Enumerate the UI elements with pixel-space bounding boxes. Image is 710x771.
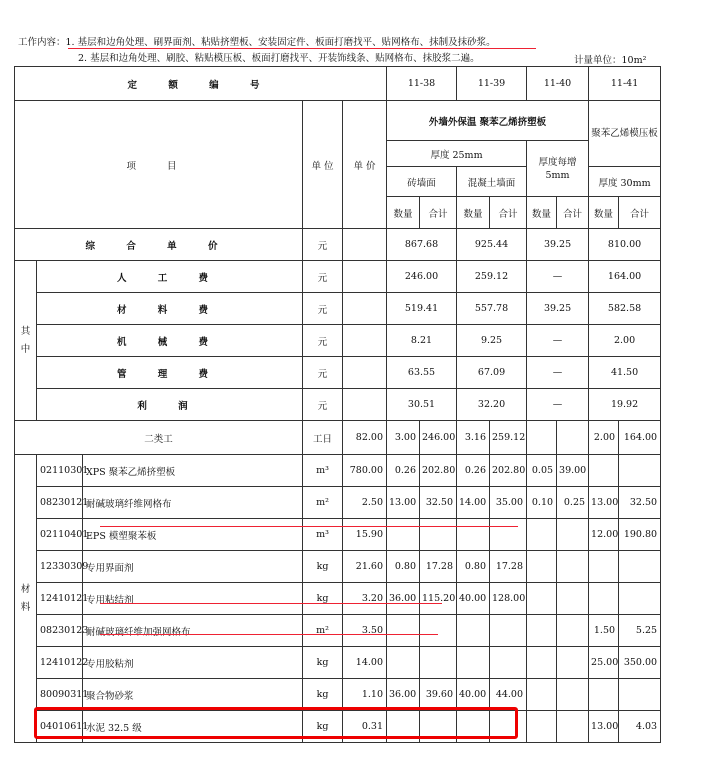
total-header: 合计 [619, 197, 661, 229]
quota-table [14, 66, 661, 743]
material-price: 14.00 [343, 647, 387, 679]
material-cell [619, 679, 661, 711]
material-cell [387, 647, 420, 679]
breakdown-value: 9.25 [457, 325, 527, 357]
material-cell [619, 551, 661, 583]
material-cell [420, 615, 457, 647]
labor-cell: 259.12 [490, 421, 527, 455]
material-cell [527, 519, 557, 551]
material-code: 12410122 [37, 647, 83, 679]
material-cell: 0.26 [387, 455, 420, 487]
material-cell: 39.00 [557, 455, 589, 487]
concrete-wall: 混凝土墙面 [457, 167, 527, 197]
material-unit: kg [303, 711, 343, 743]
material-cell: 190.80 [619, 519, 661, 551]
breakdown-label: 管 理 费 [37, 357, 303, 389]
material-cell: 13.00 [589, 487, 619, 519]
quota-code-4: 11-41 [589, 67, 661, 101]
breakdown-value: — [527, 357, 589, 389]
material-name: 专用胶粘剂 [83, 647, 303, 679]
work-content-label: 工作内容： [18, 37, 66, 48]
material-cell: 0.26 [457, 455, 490, 487]
material-cell [527, 583, 557, 615]
quota-code-3: 11-40 [527, 67, 589, 101]
material-cell: 40.00 [457, 679, 490, 711]
material-cell: 128.00 [490, 583, 527, 615]
quota-no-label: 定 额 编 号 [15, 67, 387, 101]
breakdown-value: 246.00 [387, 261, 457, 293]
material-cell [557, 551, 589, 583]
material-cell: 32.50 [420, 487, 457, 519]
work-content-text-1: 1. 基层和边角处理、刷界面剂、粘贴挤塑板、安装固定件、板面打磨找平、贴网格布、抹制及抹砂浆。 [65, 37, 496, 48]
material-cell [490, 519, 527, 551]
material-row [15, 615, 661, 647]
material-cell: 0.10 [527, 487, 557, 519]
quota-code-1: 11-38 [387, 67, 457, 101]
material-cell: 35.00 [490, 487, 527, 519]
material-cell: 202.80 [490, 455, 527, 487]
material-code: 04010611 [37, 711, 83, 743]
annotation-underline [100, 634, 438, 635]
breakdown-unit: 元 [303, 389, 343, 421]
empty-cell [343, 229, 387, 261]
material-cell [527, 551, 557, 583]
labor-cell: 246.00 [420, 421, 457, 455]
material-cell [457, 519, 490, 551]
material-row [15, 519, 661, 551]
material-name: 耐碱玻璃纤维加强网格布 [83, 615, 303, 647]
material-cell [490, 647, 527, 679]
material-cell [619, 583, 661, 615]
work-content-line2: 2. 基层和边角处理、刷胶、粘贴模压板、板面打磨找平、开装饰线条、贴网格布、抹胶浆二遍。 [78, 53, 480, 64]
material-code: 12330309 [37, 551, 83, 583]
labor-cell [527, 421, 557, 455]
material-row [15, 583, 661, 615]
material-cell: 4.03 [619, 711, 661, 743]
material-cell [457, 615, 490, 647]
material-price: 0.31 [343, 711, 387, 743]
material-cell: 1.50 [589, 615, 619, 647]
work-content-line1 [18, 34, 496, 48]
material-cell: 13.00 [387, 487, 420, 519]
breakdown-value: 164.00 [589, 261, 661, 293]
material-cell: 39.60 [420, 679, 457, 711]
item-header: 项 目 [15, 101, 303, 229]
breakdown-label: 机 械 费 [37, 325, 303, 357]
empty-cell [343, 325, 387, 357]
material-code: 80090311 [37, 679, 83, 711]
material-cell [557, 615, 589, 647]
material-name: EPS 模塑聚苯板 [83, 519, 303, 551]
material-cell [557, 679, 589, 711]
material-code: 02110301 [37, 455, 83, 487]
annotation-underline [68, 48, 536, 49]
material-cell [387, 519, 420, 551]
material-row [15, 679, 661, 711]
qty-header: 数量 [589, 197, 619, 229]
group-title-eps: 聚苯乙烯模压板 [589, 101, 661, 167]
labor-cell [557, 421, 589, 455]
material-code: 08230121 [37, 487, 83, 519]
unit-note: 计量单位：10m² [574, 55, 647, 66]
material-unit: kg [303, 551, 343, 583]
labor-cell: 3.00 [387, 421, 420, 455]
material-cell [527, 679, 557, 711]
breakdown-value: 2.00 [589, 325, 661, 357]
material-code: 08230123 [37, 615, 83, 647]
qty-header: 数量 [457, 197, 490, 229]
breakdown-value: 582.58 [589, 293, 661, 325]
materials-label: 材料 [15, 455, 37, 743]
material-unit: m² [303, 487, 343, 519]
group-title-xps: 外墙外保温 聚苯乙烯挤塑板 [387, 101, 589, 141]
material-cell: 202.80 [420, 455, 457, 487]
price-header: 单 价 [343, 101, 387, 229]
material-cell: 0.25 [557, 487, 589, 519]
total-header: 合计 [557, 197, 589, 229]
material-cell [589, 455, 619, 487]
material-name: 耐碱玻璃纤维网格布 [83, 487, 303, 519]
material-cell: 115.20 [420, 583, 457, 615]
labor-cell: 2.00 [589, 421, 619, 455]
empty-cell [343, 293, 387, 325]
material-code: 12410121 [37, 583, 83, 615]
among-label: 其中 [15, 261, 37, 421]
material-cell [589, 583, 619, 615]
material-row [15, 647, 661, 679]
breakdown-value: 30.51 [387, 389, 457, 421]
breakdown-value: — [527, 325, 589, 357]
material-cell [420, 647, 457, 679]
material-price: 1.10 [343, 679, 387, 711]
breakdown-label: 人 工 费 [37, 261, 303, 293]
material-price: 3.50 [343, 615, 387, 647]
breakdown-value: 8.21 [387, 325, 457, 357]
composite-unit: 元 [303, 229, 343, 261]
material-price: 3.20 [343, 583, 387, 615]
material-name: 水泥 32.5 级 [83, 711, 303, 743]
material-cell: 17.28 [420, 551, 457, 583]
material-cell [527, 647, 557, 679]
breakdown-value: 39.25 [527, 293, 589, 325]
material-cell: 0.80 [457, 551, 490, 583]
breakdown-value: 41.50 [589, 357, 661, 389]
material-cell [557, 711, 589, 743]
brick-wall: 砖墙面 [387, 167, 457, 197]
highlight-box [34, 707, 518, 739]
empty-cell [343, 389, 387, 421]
breakdown-value: — [527, 389, 589, 421]
material-cell: 17.28 [490, 551, 527, 583]
material-price: 2.50 [343, 487, 387, 519]
annotation-underline [100, 603, 442, 604]
labor-price: 82.00 [343, 421, 387, 455]
material-name: 聚合物砂浆 [83, 679, 303, 711]
qty-header: 数量 [387, 197, 420, 229]
qty-header: 数量 [527, 197, 557, 229]
breakdown-value: 259.12 [457, 261, 527, 293]
material-row [15, 455, 661, 487]
breakdown-value: 19.92 [589, 389, 661, 421]
material-unit: kg [303, 583, 343, 615]
breakdown-label: 利 润 [37, 389, 303, 421]
material-cell: 40.00 [457, 583, 490, 615]
total-header: 合计 [490, 197, 527, 229]
material-cell: 13.00 [589, 711, 619, 743]
material-cell: 5.25 [619, 615, 661, 647]
thickness-30: 厚度 30mm [589, 167, 661, 197]
unit-header: 单 位 [303, 101, 343, 229]
composite-value: 925.44 [457, 229, 527, 261]
breakdown-unit: 元 [303, 293, 343, 325]
material-cell: 0.05 [527, 455, 557, 487]
material-cell [557, 583, 589, 615]
empty-cell [343, 261, 387, 293]
material-cell: 0.80 [387, 551, 420, 583]
quota-code-2: 11-39 [457, 67, 527, 101]
composite-label: 综 合 单 价 [15, 229, 303, 261]
material-cell: 12.00 [589, 519, 619, 551]
material-code: 02110401 [37, 519, 83, 551]
material-cell: 14.00 [457, 487, 490, 519]
annotation-underline [100, 526, 518, 527]
total-header: 合计 [420, 197, 457, 229]
empty-cell [343, 357, 387, 389]
breakdown-unit: 元 [303, 261, 343, 293]
material-cell [589, 551, 619, 583]
material-cell: 350.00 [619, 647, 661, 679]
material-price: 21.60 [343, 551, 387, 583]
material-unit: kg [303, 679, 343, 711]
material-unit: kg [303, 647, 343, 679]
material-cell [619, 455, 661, 487]
labor-cell: 164.00 [619, 421, 661, 455]
material-cell [557, 519, 589, 551]
breakdown-value: 67.09 [457, 357, 527, 389]
material-cell [527, 615, 557, 647]
composite-value: 867.68 [387, 229, 457, 261]
breakdown-unit: 元 [303, 357, 343, 389]
material-cell [557, 647, 589, 679]
material-cell: 32.50 [619, 487, 661, 519]
thickness-each-5: 厚度每增 5mm [527, 141, 589, 197]
labor-unit: 工日 [303, 421, 343, 455]
breakdown-value: 519.41 [387, 293, 457, 325]
material-price: 780.00 [343, 455, 387, 487]
material-row [15, 551, 661, 583]
material-unit: m³ [303, 519, 343, 551]
material-cell [387, 615, 420, 647]
breakdown-value: 63.55 [387, 357, 457, 389]
material-name: XPS 聚苯乙烯挤塑板 [83, 455, 303, 487]
breakdown-label: 材 料 费 [37, 293, 303, 325]
material-unit: m² [303, 615, 343, 647]
material-cell [589, 679, 619, 711]
composite-value: 39.25 [527, 229, 589, 261]
composite-value: 810.00 [589, 229, 661, 261]
material-unit: m³ [303, 455, 343, 487]
material-name: 专用界面剂 [83, 551, 303, 583]
material-cell: 44.00 [490, 679, 527, 711]
labor-cell: 3.16 [457, 421, 490, 455]
material-cell [420, 519, 457, 551]
material-cell [457, 647, 490, 679]
material-cell [527, 711, 557, 743]
breakdown-value: 32.20 [457, 389, 527, 421]
material-name: 专用粘结剂 [83, 583, 303, 615]
material-cell [490, 615, 527, 647]
material-cell: 36.00 [387, 679, 420, 711]
thickness-25: 厚度 25mm [387, 141, 527, 167]
breakdown-unit: 元 [303, 325, 343, 357]
material-cell: 25.00 [589, 647, 619, 679]
breakdown-value: 557.78 [457, 293, 527, 325]
breakdown-value: — [527, 261, 589, 293]
labor-label: 二类工 [15, 421, 303, 455]
material-cell: 36.00 [387, 583, 420, 615]
material-price: 15.90 [343, 519, 387, 551]
material-row [15, 487, 661, 519]
